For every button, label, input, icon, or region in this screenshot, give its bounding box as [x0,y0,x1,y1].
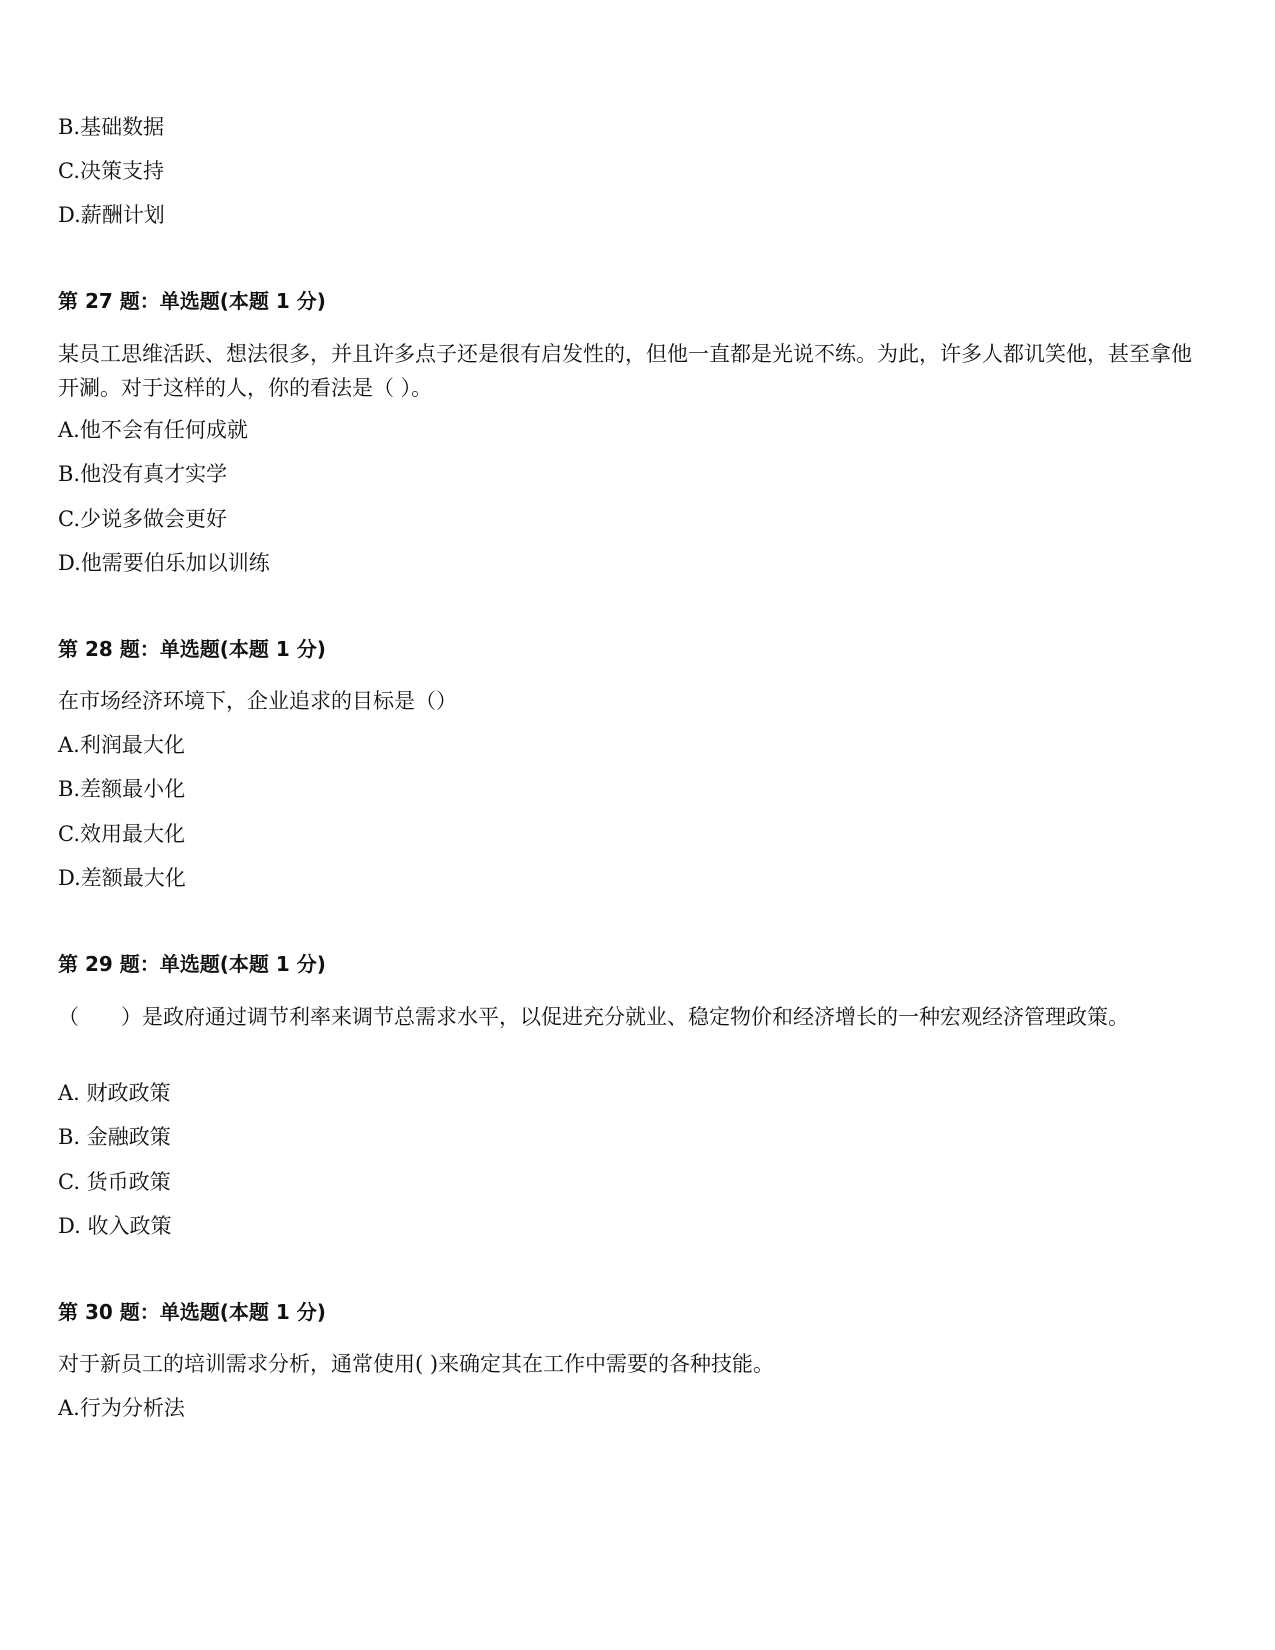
q30-stem: 对于新员工的培训需求分析，通常使用( )来确定其在工作中需要的各种技能。 [58,1352,775,1376]
q29-stem: （ ）是政府通过调节利率来调节总需求水平，以促进充分就业、稳定物价和经济增长的一种宏观经济管理政策。 [58,1005,1129,1029]
q28-option-d: D.差额最大化 [58,866,186,890]
q29-option-a: A. 财政政策 [58,1081,171,1105]
q27-option-d: D.他需要伯乐加以训练 [58,551,270,575]
q29-heading: 第 29 题：单选题(本题 1 分) [58,952,326,976]
q27-heading: 第 27 题：单选题(本题 1 分) [58,289,326,313]
q29-option-b: B. 金融政策 [58,1125,171,1149]
q27-option-b: B.他没有真才实学 [58,462,228,486]
q27-option-a: A.他不会有任何成就 [58,418,248,442]
q30-option-a: A.行为分析法 [58,1396,185,1420]
q28-option-b: B.差额最小化 [58,777,186,801]
q30-heading: 第 30 题：单选题(本题 1 分) [58,1300,326,1324]
q29-option-d: D. 收入政策 [58,1214,172,1238]
q26-option-c: C.决策支持 [58,159,164,183]
q28-heading: 第 28 题：单选题(本题 1 分) [58,637,326,661]
q26-option-d: D.薪酬计划 [58,203,165,227]
q28-option-a: A.利润最大化 [58,733,185,757]
q28-stem: 在市场经济环境下，企业追求的目标是（） [58,689,457,713]
q27-option-c: C.少说多做会更好 [58,507,227,531]
q27-stem: 某员工思维活跃、想法很多，并且许多点子还是很有启发性的，但他一直都是光说不练。为此，许多人都讥笑他，甚至拿他开涮。对于这样的人，你的看法是（ ）。 [58,342,1192,400]
q29-option-c: C. 货币政策 [58,1170,171,1194]
q26-option-b: B.基础数据 [58,115,165,139]
q28-option-c: C.效用最大化 [58,822,185,846]
